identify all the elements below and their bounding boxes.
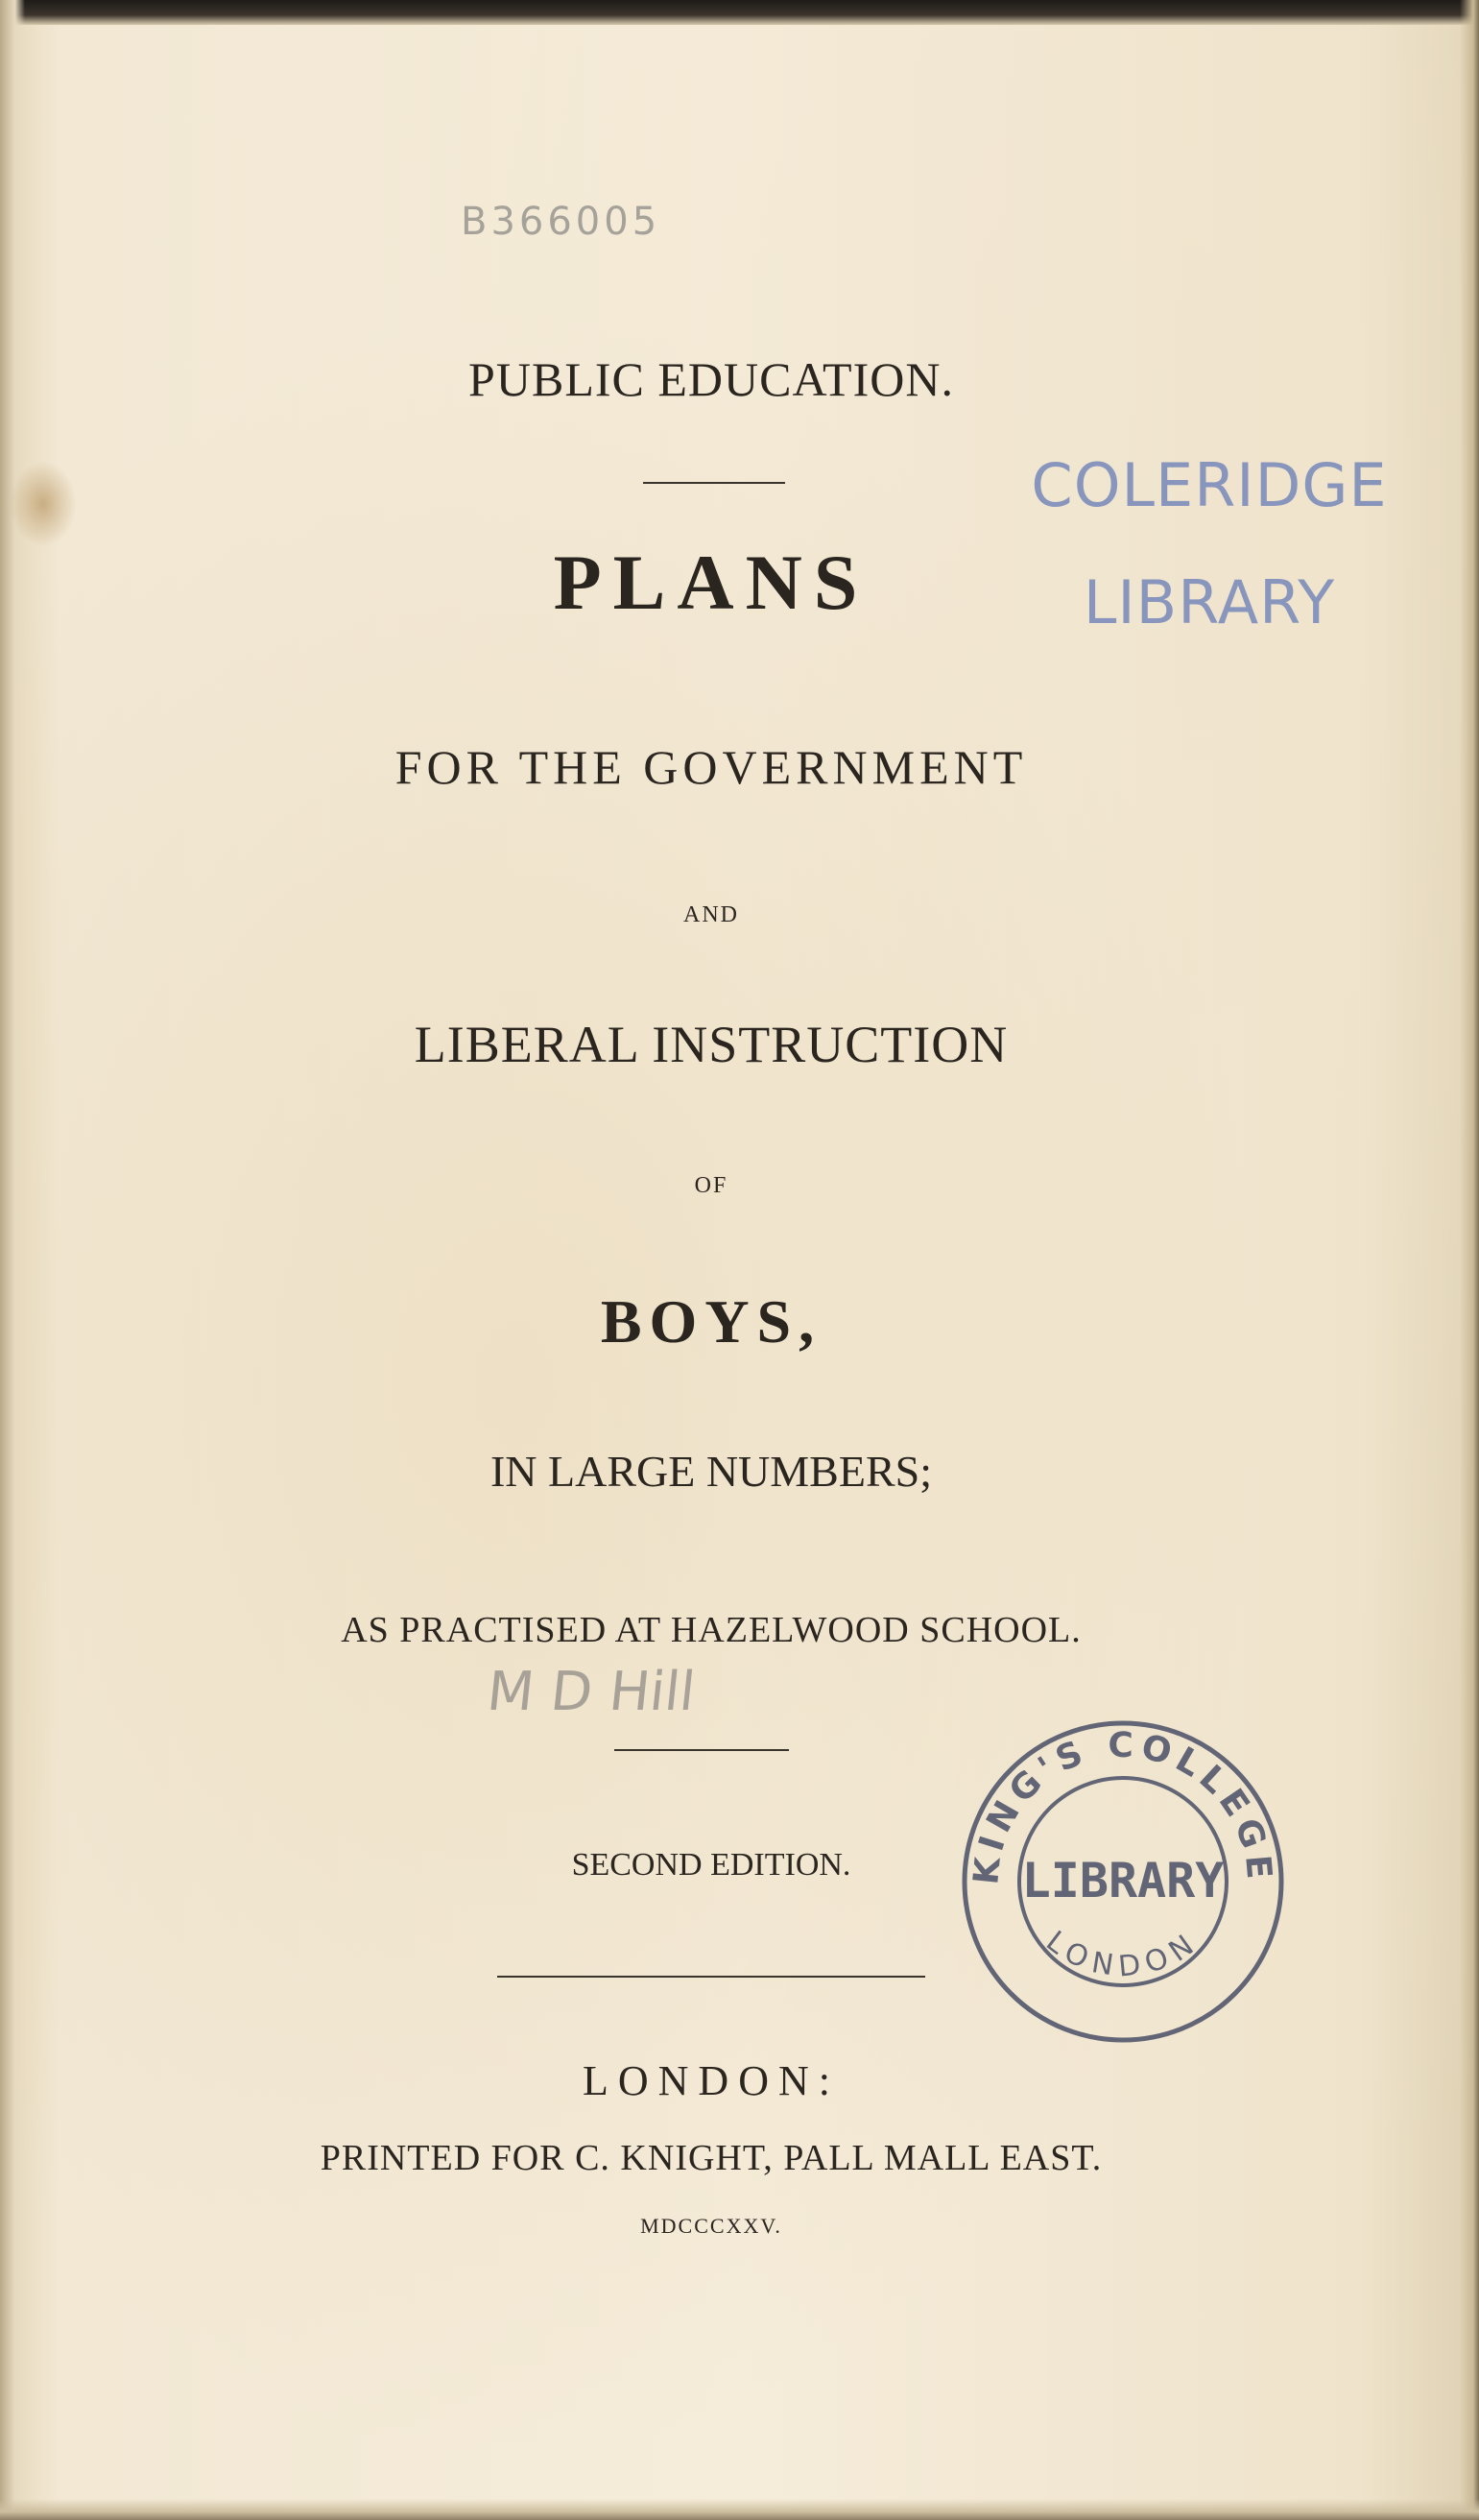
title-in-large-numbers: IN LARGE NUMBERS; — [489, 1447, 933, 1496]
imprint-year: MDCCCXXV. — [640, 2214, 782, 2238]
coleridge-stamp-line1: COLERIDGE — [1031, 450, 1388, 520]
practised-at-hazelwood: AS PRACTISED AT HAZELWOOD SCHOOL. — [341, 1610, 1082, 1650]
conjunction-of: OF — [694, 1173, 728, 1198]
coleridge-library-stamp — [1027, 427, 1392, 661]
stamp-center-text: LIBRARY — [1021, 1853, 1225, 1908]
title-for-the-government: FOR THE GOVERNMENT — [394, 740, 1028, 794]
coleridge-stamp-line2: LIBRARY — [1083, 567, 1336, 637]
right-page-edge — [1460, 0, 1479, 2520]
imprint-london: LONDON: — [583, 2057, 840, 2104]
handwritten-signature: M D Hill — [484, 1661, 699, 1723]
top-page-edge — [0, 0, 1479, 25]
stamp-ring-text: KING'S COLLEGE — [966, 1725, 1279, 1886]
rule-1 — [643, 482, 785, 484]
edition-line: SECOND EDITION. — [571, 1847, 851, 1883]
title-plans: PLANS — [553, 539, 870, 626]
title-boys: BOYS, — [600, 1287, 823, 1356]
rule-3 — [497, 1976, 925, 1978]
bottom-page-edge — [0, 2499, 1479, 2520]
title-liberal-instruction: LIBERAL INSTRUCTION — [414, 1016, 1009, 1073]
imprint-printer: PRINTED FOR C. KNIGHT, PALL MALL EAST. — [320, 2138, 1103, 2178]
stamp-bottom-text: LONDON — [1039, 1924, 1206, 1984]
rule-2 — [614, 1749, 789, 1751]
pencil-shelfmark: B366005 — [461, 200, 661, 244]
conjunction-and: AND — [683, 902, 739, 927]
kings-college-library-stamp — [950, 1709, 1296, 2054]
foxing-stain — [10, 461, 77, 547]
header-public-education: PUBLIC EDUCATION. — [468, 352, 954, 406]
